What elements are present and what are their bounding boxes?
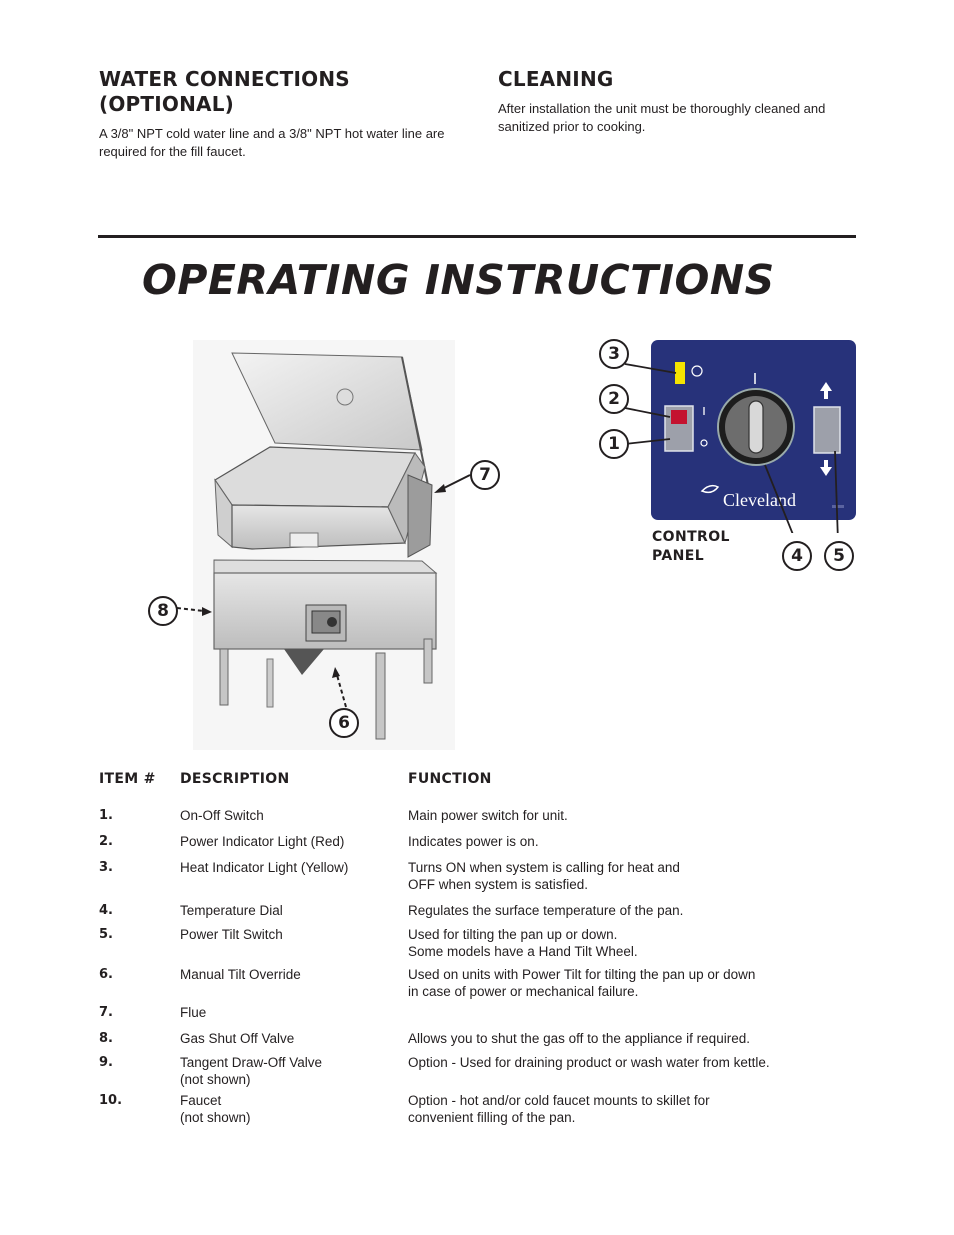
- water-connections-heading: [99, 67, 469, 117]
- cleaning-heading: CLEANING: [498, 67, 614, 91]
- water-connections-body: A 3/8" NPT cold water line and a 3/8" NPT hot water line are required for the fill faucet.: [99, 126, 445, 159]
- item-function-line2: OFF when system is satisfied.: [408, 877, 589, 892]
- item-description: On-Off Switch: [180, 808, 264, 823]
- item-number: 6.: [99, 967, 113, 982]
- item-description: Flue: [180, 1005, 207, 1020]
- item-function-line2: Some models have a Hand Tilt Wheel.: [408, 944, 638, 959]
- control-panel-illustration: [590, 333, 860, 533]
- item-function-line1: Turns ON when system is calling for heat and: [408, 860, 680, 875]
- item-function-line1: Option - hot and/or cold faucet mounts to skillet for: [408, 1093, 710, 1108]
- callout-2: 2: [599, 384, 629, 414]
- item-function-line2: convenient filling of the pan.: [408, 1110, 576, 1125]
- control-panel-label-line1: CONTROL: [652, 529, 730, 545]
- item-description: Gas Shut Off Valve: [180, 1031, 295, 1046]
- item-number: 9.: [99, 1055, 113, 1070]
- column-header-item: ITEM #: [99, 771, 156, 787]
- item-description-line2: (not shown): [180, 1072, 251, 1087]
- callout-3: 3: [599, 339, 629, 369]
- heat-indicator-light: [675, 362, 685, 384]
- control-panel-label-line2: PANEL: [652, 548, 705, 564]
- item-description: Manual Tilt Override: [180, 967, 301, 982]
- item-description: Heat Indicator Light (Yellow): [180, 860, 349, 875]
- section-divider: [98, 235, 856, 238]
- callout-4: 4: [782, 541, 812, 571]
- item-function-line2: in case of power or mechanical failure.: [408, 984, 639, 999]
- callout-5: 5: [824, 541, 854, 571]
- control-panel-label: [652, 528, 730, 566]
- power-indicator-light: [671, 410, 687, 424]
- callout-7: 7: [470, 460, 500, 490]
- item-description-line1: Faucet: [180, 1093, 222, 1108]
- item-function: Indicates power is on.: [408, 834, 539, 849]
- item-number: 5.: [99, 927, 113, 942]
- water-heading-line1: WATER CONNECTIONS: [99, 67, 350, 91]
- item-function-line1: Used on units with Power Tilt for tilting the pan up or down: [408, 967, 756, 982]
- water-heading-line2: (OPTIONAL): [99, 92, 234, 116]
- flue-shape: [408, 475, 432, 557]
- water-connections-section: [99, 67, 469, 160]
- cleaning-body: After installation the unit must be thoroughly cleaned and sanitized prior to cooking.: [498, 101, 826, 134]
- cleaning-section: [498, 67, 848, 135]
- item-description-line1: Tangent Draw-Off Valve: [180, 1055, 323, 1070]
- item-number: 10.: [99, 1093, 123, 1108]
- item-function: Main power switch for unit.: [408, 808, 568, 823]
- item-number: 4.: [99, 903, 113, 918]
- item-number: 7.: [99, 1005, 113, 1020]
- item-number: 3.: [99, 860, 113, 875]
- item-description: [180, 1054, 400, 1088]
- power-tilt-switch-shape: [814, 407, 840, 453]
- item-function: [408, 859, 828, 893]
- item-function: Allows you to shut the gas off to the appliance if required.: [408, 1031, 750, 1046]
- tilting-skillet-illustration: [140, 335, 500, 755]
- item-number: 2.: [99, 834, 113, 849]
- item-function-line1: Used for tilting the pan up or down.: [408, 927, 618, 942]
- item-description: Power Indicator Light (Red): [180, 834, 345, 849]
- item-function: Option - Used for draining product or wash water from kettle.: [408, 1055, 770, 1070]
- column-header-function: FUNCTION: [408, 771, 492, 787]
- callout-8: 8: [148, 596, 178, 626]
- brand-logo: Cleveland: [723, 490, 796, 510]
- item-function: [408, 1092, 828, 1126]
- item-description: Power Tilt Switch: [180, 927, 283, 942]
- item-function: Regulates the surface temperature of the pan.: [408, 903, 684, 918]
- callout-1: 1: [599, 429, 629, 459]
- item-description-line2: (not shown): [180, 1110, 251, 1125]
- item-description: Temperature Dial: [180, 903, 283, 918]
- callout-6: 6: [329, 708, 359, 738]
- item-function: [408, 926, 828, 960]
- item-function: [408, 966, 828, 1000]
- item-number: 8.: [99, 1031, 113, 1046]
- item-description: [180, 1092, 400, 1126]
- column-header-description: DESCRIPTION: [180, 771, 290, 787]
- item-number: 1.: [99, 808, 113, 823]
- page-title: OPERATING INSTRUCTIONS: [142, 256, 775, 304]
